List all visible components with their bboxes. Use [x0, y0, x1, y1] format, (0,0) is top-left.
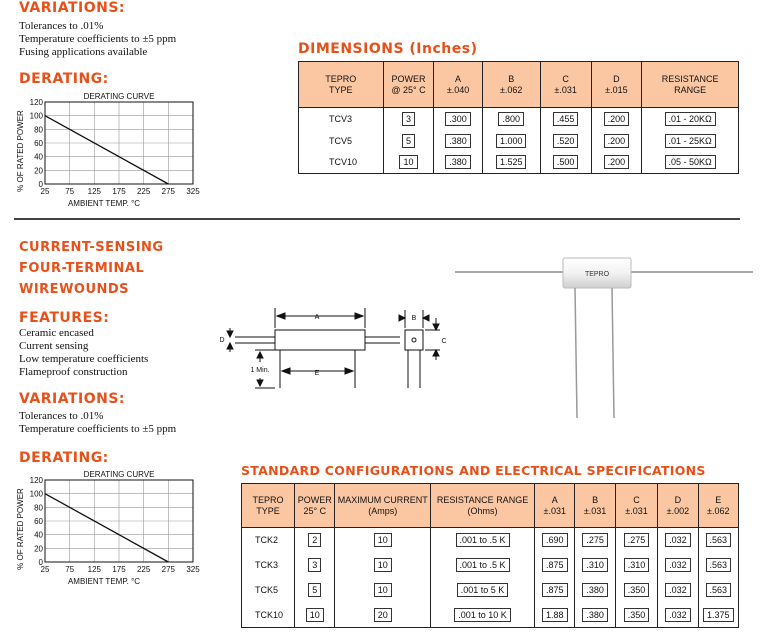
variations-heading: VARIATIONS:	[19, 0, 126, 16]
table-cell	[642, 130, 739, 152]
cell-value: .875	[542, 583, 568, 597]
x-tick-label: 225	[136, 565, 151, 574]
table-cell	[591, 130, 642, 152]
table-cell	[434, 152, 482, 174]
column-header-line: B	[508, 73, 515, 84]
variation-item: Temperature coefficients to ±5 ppm	[19, 423, 177, 435]
dimensions-heading: DIMENSIONS (Inches)	[298, 41, 478, 57]
table-cell	[540, 108, 591, 130]
cell-value: .500	[553, 155, 579, 169]
table-cell	[698, 553, 738, 578]
dimensions-table	[298, 61, 739, 174]
column-header	[434, 62, 482, 108]
y-tick-label: 120	[29, 98, 43, 107]
cell-value: .875	[542, 558, 568, 572]
cell-value: 10	[399, 155, 417, 169]
column-header-line: ±.031	[543, 505, 566, 516]
table-row	[299, 152, 739, 174]
column-header-line: B	[592, 494, 599, 505]
table-cell	[242, 603, 295, 628]
column-header	[615, 484, 657, 528]
x-axis-label: AMBIENT TEMP. °C	[67, 199, 141, 208]
cell-value: .380	[582, 583, 608, 597]
cell-value: .275	[624, 533, 650, 547]
table-cell	[295, 528, 335, 553]
table-cell	[431, 578, 535, 603]
column-header	[575, 484, 615, 528]
table-cell	[434, 130, 482, 152]
column-header	[642, 62, 739, 108]
column-header-line: RESISTANCE	[661, 73, 719, 84]
table-cell	[575, 603, 615, 628]
product-title-line: WIREWOUNDS	[19, 282, 130, 297]
variation-item: Temperature coefficients to ±5 ppm	[19, 33, 177, 45]
features-list	[19, 327, 148, 379]
cell-value: .800	[498, 112, 524, 126]
table-row	[299, 108, 739, 130]
resistor-photo-label: TEPRO	[584, 271, 610, 278]
column-header	[383, 62, 434, 108]
x-tick-label: 275	[161, 565, 176, 574]
table-cell	[434, 108, 482, 130]
table-cell	[658, 603, 698, 628]
cell-value: 10	[306, 608, 324, 622]
cell-value: .310	[582, 558, 608, 572]
column-header-line: A	[551, 494, 558, 505]
column-header-line: TEPRO	[325, 73, 357, 84]
y-tick-label: 0	[38, 180, 43, 189]
table-cell	[335, 578, 431, 603]
x-tick-label: 325	[186, 565, 200, 574]
table-cell	[299, 152, 384, 174]
product-illustration	[455, 250, 755, 430]
dimension-label-e: E	[314, 370, 320, 377]
column-header-line: E	[715, 494, 722, 505]
table-cell	[540, 152, 591, 174]
cell-value: .350	[624, 583, 650, 597]
column-header-line: RESISTANCE RANGE	[436, 494, 529, 505]
cell-value: 2	[308, 533, 321, 547]
table-cell	[575, 553, 615, 578]
cell-value: .01 - 20KΩ	[665, 112, 716, 126]
cell-value: .275	[582, 533, 608, 547]
cell-value: .520	[553, 134, 579, 148]
feature-item: Current sensing	[19, 340, 89, 352]
derating-heading-2: DERATING:	[19, 450, 109, 466]
table-cell	[242, 528, 295, 553]
column-header	[591, 62, 642, 108]
cell-value: .032	[665, 533, 691, 547]
table-cell	[698, 603, 738, 628]
x-tick-label: 125	[87, 187, 102, 196]
table-cell	[658, 553, 698, 578]
y-tick-label: 20	[34, 166, 43, 176]
table-cell	[299, 108, 384, 130]
table-cell	[591, 152, 642, 174]
cell-value: .001 to .5 K	[456, 558, 510, 572]
x-tick-label: 325	[186, 187, 200, 196]
cell-value: 10	[374, 533, 392, 547]
cell-value: .380	[582, 608, 608, 622]
y-tick-label: 60	[34, 517, 43, 526]
table-cell	[431, 553, 535, 578]
variations-list-2	[19, 410, 176, 436]
variations-list	[19, 20, 176, 59]
column-header-line: MAXIMUM CURRENT	[337, 494, 428, 505]
table-cell	[383, 152, 434, 174]
table-cell	[642, 152, 739, 174]
dimension-label-min: 1 Min.	[250, 367, 270, 374]
column-header-line: ±.015	[605, 84, 628, 95]
derating-line	[45, 116, 168, 184]
cell-value: TCK3	[255, 560, 279, 570]
cell-value: 5	[402, 134, 415, 148]
dimension-label-a: A	[314, 314, 320, 321]
x-tick-label: 25	[40, 565, 50, 574]
column-header-line: RANGE	[674, 84, 707, 95]
product-title-line: FOUR-TERMINAL	[19, 261, 145, 276]
product-title-line: CURRENT-SENSING	[19, 240, 164, 255]
column-header	[431, 484, 535, 528]
column-header-line: TYPE	[329, 84, 353, 95]
column-header-line: ±.031	[583, 505, 607, 516]
y-tick-label: 60	[34, 139, 43, 148]
column-header-line: 25° C	[303, 505, 327, 516]
table-row	[242, 578, 739, 603]
table-cell	[431, 528, 535, 553]
derating-line	[45, 494, 168, 562]
table-cell	[383, 108, 434, 130]
x-tick-label: 25	[40, 187, 50, 196]
cell-value: .01 - 25KΩ	[665, 134, 716, 148]
column-header-line: POWER	[297, 494, 332, 505]
cell-value: .200	[604, 112, 630, 126]
cell-value: .350	[624, 608, 650, 622]
y-axis-label: % OF RATED POWER	[16, 488, 25, 570]
table-cell	[615, 553, 657, 578]
table-cell	[615, 578, 657, 603]
cell-value: .563	[706, 533, 732, 547]
table-row	[242, 553, 739, 578]
y-axis-label: % OF RATED POWER	[16, 110, 25, 192]
dimension-label-d: D	[219, 337, 225, 344]
feature-item: Low temperature coefficients	[19, 353, 149, 365]
column-header-line: C	[562, 73, 569, 84]
column-header-line: @ 25° C	[391, 84, 426, 95]
column-header	[299, 62, 384, 108]
column-header	[698, 484, 738, 528]
column-header	[482, 62, 540, 108]
cell-value: .690	[542, 533, 568, 547]
cell-value: 3	[402, 112, 415, 126]
cell-value: .05 - 50KΩ	[665, 155, 716, 169]
table-row	[242, 528, 739, 553]
column-header-line: (Ohms)	[467, 505, 498, 516]
cell-value: 1.88	[542, 608, 568, 622]
cell-value: TCV10	[329, 157, 358, 168]
column-header	[535, 484, 575, 528]
cell-value: .001 to .5 K	[456, 533, 510, 547]
cell-value: 10	[374, 583, 392, 597]
chart-title: DERATING CURVE	[83, 92, 155, 101]
column-header-line: (Amps)	[368, 505, 398, 516]
cell-value: 1.525	[496, 155, 527, 169]
y-tick-label: 100	[29, 111, 43, 121]
table-cell	[242, 553, 295, 578]
column-header-line: ±.062	[499, 84, 523, 95]
table-cell	[535, 578, 575, 603]
dimension-label-c: C	[441, 338, 447, 345]
cell-value: .032	[665, 583, 691, 597]
table-cell	[335, 528, 431, 553]
cell-value: TCK5	[255, 585, 279, 595]
y-tick-label: 0	[38, 558, 43, 567]
column-header-line: TEPRO	[252, 494, 284, 505]
cell-value: .563	[706, 583, 732, 597]
column-header-line: D	[613, 73, 620, 84]
cell-value: .032	[665, 608, 691, 622]
table-cell	[575, 578, 615, 603]
cell-value: .032	[665, 558, 691, 572]
cell-value: TCK2	[255, 535, 279, 546]
cell-value: .563	[706, 558, 732, 572]
cell-value: .380	[445, 134, 471, 148]
x-tick-label: 75	[65, 187, 75, 196]
table-cell	[615, 603, 657, 628]
column-header	[658, 484, 698, 528]
cell-value: 10	[374, 558, 392, 572]
cell-value: 3	[308, 558, 321, 572]
column-header-line: TYPE	[256, 505, 280, 516]
column-header	[242, 484, 295, 528]
feature-item: Ceramic encased	[19, 327, 94, 339]
resistor-end-view	[405, 330, 423, 350]
x-tick-label: 275	[161, 187, 176, 196]
derating-chart	[14, 90, 214, 215]
product-title	[19, 237, 164, 300]
y-tick-label: 80	[34, 125, 43, 135]
cell-value: .001 to 5 K	[457, 583, 509, 597]
x-tick-label: 175	[112, 187, 126, 196]
cell-value: .310	[624, 558, 650, 572]
column-header-line: ±.062	[707, 505, 730, 516]
table-cell	[431, 603, 535, 628]
cell-value: 1.000	[496, 134, 527, 148]
table-cell	[698, 528, 738, 553]
x-axis-label: AMBIENT TEMP. °C	[67, 577, 141, 586]
y-tick-label: 20	[34, 544, 43, 554]
table-cell	[535, 528, 575, 553]
y-tick-label: 100	[29, 489, 43, 499]
table-cell	[383, 130, 434, 152]
variation-item: Tolerances to .01%	[19, 20, 104, 32]
column-header-line: C	[633, 494, 640, 505]
table-cell	[295, 553, 335, 578]
column-header-line: ±.040	[446, 84, 470, 95]
cell-value: 20	[374, 608, 392, 622]
cell-value: TCV3	[329, 113, 353, 124]
section-divider	[14, 218, 740, 220]
spec-heading: STANDARD CONFIGURATIONS AND ELECTRICAL SPECIFICATIONS	[241, 463, 706, 478]
x-tick-label: 125	[87, 565, 102, 574]
table-cell	[295, 578, 335, 603]
dimension-drawing	[200, 300, 460, 400]
y-tick-label: 40	[34, 152, 43, 162]
y-tick-label: 80	[34, 503, 43, 513]
cell-value: 5	[308, 583, 321, 597]
table-row	[242, 603, 739, 628]
table-cell	[335, 553, 431, 578]
variation-item: Tolerances to .01%	[19, 410, 104, 422]
chart-title: DERATING CURVE	[83, 470, 155, 479]
cell-value: .380	[445, 155, 471, 169]
table-cell	[658, 528, 698, 553]
column-header-line: A	[455, 73, 462, 84]
y-tick-label: 120	[29, 476, 43, 485]
table-row	[299, 130, 739, 152]
derating-chart-2	[14, 468, 214, 593]
variations-heading-2: VARIATIONS:	[19, 391, 126, 407]
table-cell	[335, 603, 431, 628]
derating-heading: DERATING:	[19, 71, 109, 87]
table-cell	[295, 603, 335, 628]
cell-value: .200	[604, 134, 630, 148]
cell-value: 1.375	[703, 608, 734, 622]
cell-value: .455	[553, 112, 579, 126]
spec-table	[241, 483, 739, 628]
table-cell	[299, 130, 384, 152]
resistor-body	[275, 330, 365, 350]
table-cell	[535, 553, 575, 578]
y-tick-label: 40	[34, 530, 43, 540]
feature-item: Flameproof construction	[19, 366, 128, 378]
column-header	[295, 484, 335, 528]
cell-value: TCV5	[329, 135, 353, 146]
column-header-line: ±.002	[666, 505, 690, 516]
column-header-line: ±.031	[625, 505, 648, 516]
table-cell	[535, 603, 575, 628]
table-cell	[615, 528, 657, 553]
table-cell	[482, 130, 540, 152]
x-tick-label: 175	[112, 565, 126, 574]
cell-value: TCK10	[255, 609, 284, 620]
table-cell	[482, 108, 540, 130]
features-heading: FEATURES:	[19, 310, 110, 326]
table-cell	[482, 152, 540, 174]
table-cell	[242, 578, 295, 603]
column-header-line: ±.031	[554, 84, 577, 95]
dimension-label-b: B	[411, 315, 417, 322]
table-cell	[591, 108, 642, 130]
variation-item: Fusing applications available	[19, 46, 148, 58]
cell-value: .200	[604, 155, 630, 169]
column-header	[540, 62, 591, 108]
column-header-line: POWER	[391, 73, 426, 84]
table-cell	[575, 528, 615, 553]
table-cell	[642, 108, 739, 130]
cell-value: .300	[445, 112, 471, 126]
table-cell	[540, 130, 591, 152]
table-cell	[698, 578, 738, 603]
table-cell	[658, 578, 698, 603]
x-tick-label: 225	[136, 187, 151, 196]
column-header-line: D	[674, 494, 682, 505]
cell-value: .001 to 10 K	[454, 608, 511, 622]
column-header	[335, 484, 431, 528]
x-tick-label: 75	[65, 565, 75, 574]
